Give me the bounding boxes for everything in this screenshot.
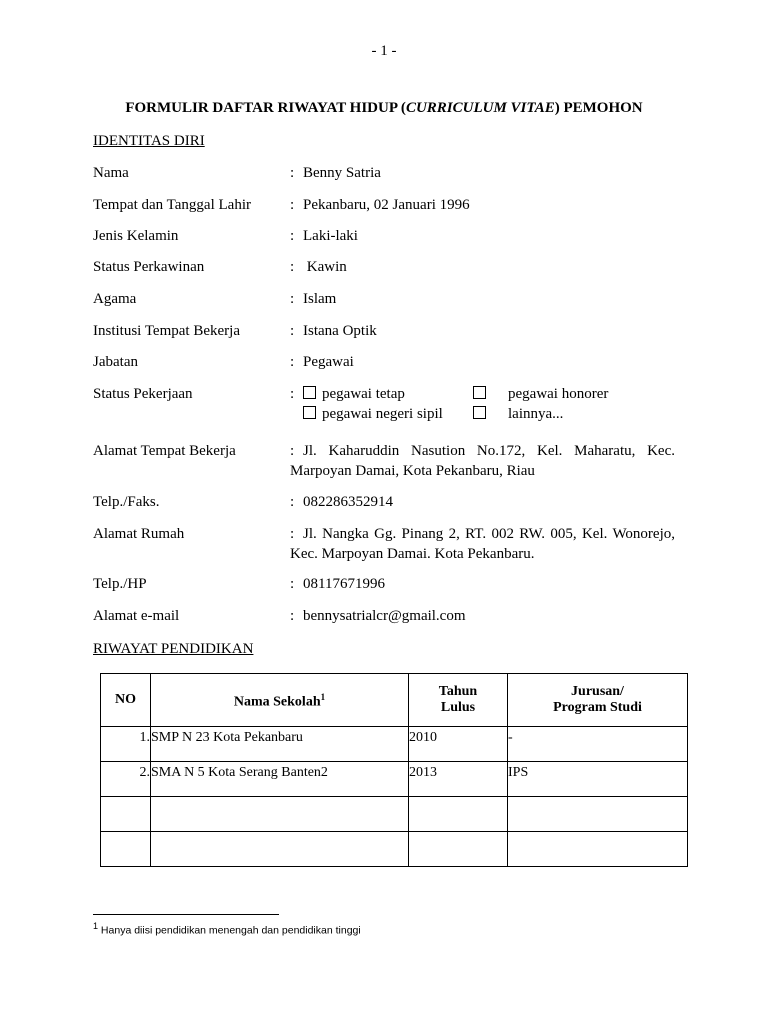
field-label: Alamat Tempat Bekerja — [93, 443, 236, 459]
field-value: Istana Optik — [303, 323, 377, 339]
field-colon: : — [290, 494, 295, 510]
option-pegawai-negeri-sipil[interactable] — [303, 406, 443, 423]
cell-major: IPS — [508, 762, 688, 797]
field-label: Agama — [93, 291, 137, 307]
option-pegawai-tetap[interactable] — [303, 386, 405, 403]
field-employment-status — [93, 386, 678, 428]
cell-no: 2. — [101, 762, 151, 797]
field-colon: : — [290, 526, 295, 542]
field-value: Jl. Kaharuddin Nasution No.172, Kel. Maharatu, Kec. Marpoyan Damai, Kota Pekanbaru, Riau — [290, 443, 675, 479]
footnote-text: Hanya diisi pendidikan menengah dan pendidikan tinggi — [98, 924, 361, 937]
field-label: Institusi Tempat Bekerja — [93, 323, 240, 339]
table-row — [101, 797, 688, 832]
cell-year: 2013 — [409, 762, 508, 797]
field-label: Status Pekerjaan — [93, 386, 193, 402]
education-table — [100, 673, 688, 867]
field-label: Nama — [93, 165, 129, 181]
field-colon: : — [290, 228, 295, 244]
cell-year — [409, 832, 508, 867]
field-label: Status Perkawinan — [93, 259, 205, 275]
cell-major: - — [508, 727, 688, 762]
field-value: Pegawai — [303, 354, 354, 370]
field-label: Jenis Kelamin — [93, 228, 179, 244]
field-colon: : — [290, 165, 295, 181]
page-number: - 1 - — [371, 43, 397, 59]
field-colon: : — [290, 259, 295, 275]
title-suffix: ) PEMOHON — [554, 100, 643, 116]
field-value: Jl. Nangka Gg. Pinang 2, RT. 002 RW. 005, Kel. Wonorejo, Kec. Marpoyan Damai. Kota Pekanbaru. — [290, 526, 675, 562]
field-colon: : — [290, 576, 295, 592]
cell-year — [409, 797, 508, 832]
checkbox-icon[interactable] — [303, 406, 316, 419]
table-row — [101, 762, 688, 797]
checkbox-icon[interactable] — [473, 406, 486, 419]
cell-no: 1. — [101, 727, 151, 762]
title-italic: CURRICULUM VITAE — [405, 100, 555, 116]
title-prefix: FORMULIR DAFTAR RIWAYAT HIDUP ( — [125, 100, 406, 116]
field-value: Laki-laki — [303, 228, 358, 244]
field-colon: : — [290, 323, 295, 339]
field-label: Telp./Faks. — [93, 494, 160, 510]
education-heading: RIWAYAT PENDIDIKAN — [93, 641, 254, 657]
field-colon: : — [290, 443, 295, 459]
checkbox-icon[interactable] — [303, 386, 316, 399]
header-year: Tahun Lulus — [409, 674, 508, 727]
field-value: Benny Satria — [303, 165, 381, 181]
option-label: pegawai honorer — [508, 386, 609, 402]
cell-school — [151, 832, 409, 867]
footnote — [93, 921, 361, 937]
field-value: Kawin — [303, 259, 347, 275]
cell-year: 2010 — [409, 727, 508, 762]
cell-school: SMP N 23 Kota Pekanbaru — [151, 727, 409, 762]
field-colon: : — [290, 386, 295, 402]
field-value: 08117671996 — [303, 576, 385, 592]
field-value: 082286352914 — [303, 494, 393, 510]
field-label: Tempat dan Tanggal Lahir — [93, 197, 251, 213]
cell-school — [151, 797, 409, 832]
cell-no — [101, 797, 151, 832]
field-value: bennysatrialcr@gmail.com — [303, 608, 466, 624]
cell-school: SMA N 5 Kota Serang Banten2 — [151, 762, 409, 797]
field-work-address — [93, 443, 678, 483]
field-colon: : — [290, 291, 295, 307]
table-row — [101, 832, 688, 867]
table-row — [101, 727, 688, 762]
field-label: Alamat e-mail — [93, 608, 180, 624]
field-colon: : — [290, 354, 295, 370]
checkbox-icon[interactable] — [473, 386, 486, 399]
field-label: Alamat Rumah — [93, 526, 185, 542]
field-value: Islam — [303, 291, 337, 307]
field-colon: : — [290, 197, 295, 213]
option-pegawai-honorer[interactable] — [473, 386, 608, 403]
document-title — [0, 100, 768, 117]
option-label: lainnya... — [508, 406, 564, 422]
table-header-row — [101, 674, 688, 727]
option-label: pegawai tetap — [322, 386, 405, 402]
cell-major — [508, 797, 688, 832]
identity-heading: IDENTITAS DIRI — [93, 133, 205, 149]
option-lainnya[interactable] — [473, 406, 563, 423]
option-label: pegawai negeri sipil — [322, 406, 443, 422]
header-major: Jurusan/ Program Studi — [508, 674, 688, 727]
cell-major — [508, 832, 688, 867]
header-school: Nama Sekolah$^1$ — [151, 674, 409, 727]
header-no: NO — [101, 674, 151, 727]
field-value: Pekanbaru, 02 Januari 1996 — [303, 197, 470, 213]
field-label: Jabatan — [93, 354, 138, 370]
cell-no — [101, 832, 151, 867]
footnote-mark: 1 — [93, 921, 99, 931]
footnote-ref: 1 — [320, 692, 326, 703]
footnote-divider — [93, 914, 279, 915]
field-colon: : — [290, 608, 295, 624]
field-home-address — [93, 526, 678, 566]
field-label: Telp./HP — [93, 576, 147, 592]
